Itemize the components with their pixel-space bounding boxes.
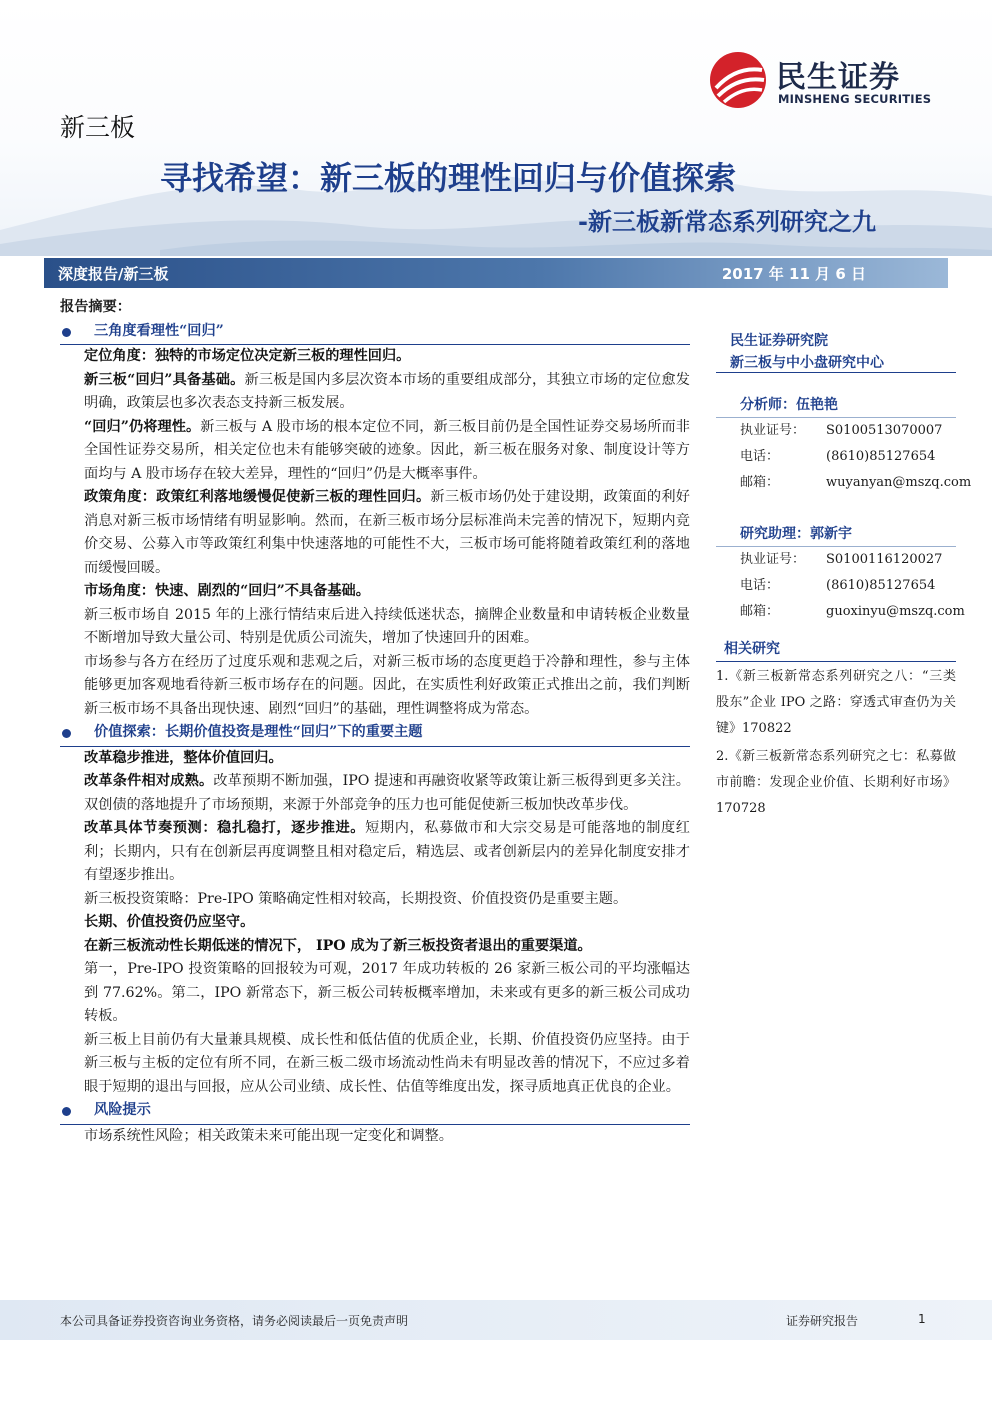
assistant-cert-row: 执业证号： S0100116120027: [740, 552, 943, 567]
institute-box: [716, 322, 956, 373]
related-research-item[interactable]: 1.《新三板新常态系列研究之八：“三类股东”企业 IPO 之路：穿透式审查仍为关键》170822: [716, 669, 956, 736]
header-banner: [0, 0, 992, 256]
institute-name: 民生证券研究院: [730, 333, 828, 349]
report-date: 2017 年 11 月 6 日: [721, 265, 866, 283]
page-footer: [0, 1300, 992, 1340]
brand-name-en: MINSHENG SECURITIES: [778, 92, 932, 106]
paragraph: 新三板“回归”具备基础。新三板是国内多层次资本市场的重要组成部分，其独立市场的定位愈发明确，政策层也多次表态支持新三板发展。: [84, 371, 690, 411]
paragraph: 市场角度：快速、剧烈的“回归”不具备基础。: [84, 583, 370, 599]
analyst-cert-row: 执业证号： S0100513070007: [740, 423, 943, 438]
summary-column: [60, 296, 690, 1148]
paragraph: 改革稳步推进，整体价值回归。: [84, 749, 283, 766]
paragraph: 长期、价值投资仍应坚守。: [84, 914, 255, 930]
section-heading-1: 三角度看理性“回归”: [60, 320, 690, 344]
section-heading-3: 风险提示: [60, 1099, 690, 1123]
related-research-heading: 相关研究: [716, 637, 956, 662]
research-center: 新三板与中小盘研究中心: [730, 355, 884, 371]
analyst-email-row: 邮箱： wuyanyan@mszq.com: [716, 470, 956, 496]
page-subtitle: -新三板新常态系列研究之九: [578, 208, 876, 236]
analyst-name: 分析师：伍艳艳: [716, 393, 956, 418]
footer-report-type: 证券研究报告: [786, 1314, 859, 1328]
report-type: 深度报告/新三板: [58, 265, 169, 283]
page-title: 寻找希望：新三板的理性回归与价值探索: [160, 159, 737, 197]
brand-logo: [706, 48, 936, 112]
paragraph: 定位角度：独特的市场定位决定新三板的理性回归。: [84, 348, 411, 364]
section-heading-2: 价值探索：长期价值投资是理性“回归”下的重要主题: [60, 721, 690, 745]
sidebar: [716, 322, 972, 822]
assistant-card: [716, 522, 965, 625]
report-info-bar: [44, 258, 948, 288]
paragraph: 新三板市场自 2015 年的上涨行情结束后进入持续低迷状态，摘牌企业数量和申请转板企业数量不断增加导致大量公司、特别是优质公司流失，增加了快速回升的困难。: [84, 606, 690, 646]
report-category: 新三板: [60, 113, 136, 142]
summary-label: 报告摘要：: [60, 299, 131, 315]
paragraph: 改革具体节奏预测：稳扎稳打，逐步推进。短期内，私募做市和大宗交易是可能落地的制度红利；长期内，只有在创新层再度调整且相对稳定后，精选层、或者创新层内的差异化制度安排才有望逐步推出。: [84, 820, 690, 883]
related-research-item[interactable]: 2.《新三板新常态系列研究之七：私募做市前瞻：发现企业价值、长期利好市场》170728: [716, 749, 956, 816]
bullet-icon: [62, 328, 71, 337]
paragraph: 第一，Pre-IPO 投资策略的回报较为可观，2017 年成功转板的 26 家新三板公司的平均涨幅达到 77.62%。第二，IPO 新常态下，新三板公司转板概率增加，未来或有更多的新三板公司成功转板。: [84, 961, 690, 1024]
paragraph: 改革条件相对成熟。改革预期不断加强，IPO 提速和再融资收紧等政策让新三板得到更多关注。双创债的落地提升了市场预期，来源于外部竞争的压力也可能促使新三板加快改革步伐。: [84, 773, 690, 813]
paragraph: 市场系统性风险；相关政策未来可能出现一定变化和调整。: [84, 1127, 453, 1144]
paragraph: 在新三板流动性长期低迷的情况下， IPO 成为了新三板投资者退出的重要渠道。: [84, 937, 592, 954]
paragraph: 市场参与各方在经历了过度乐观和悲观之后，对新三板市场的态度更趋于冷静和理性，参与主体能够更加客观地看待新三板市场存在的问题。因此，在实质性利好政策正式推出之前，我们判断新三板市场不具备出现快速、剧烈“回归”的基础，理性调整将成为常态。: [84, 653, 690, 717]
minsheng-logo-icon: [706, 48, 770, 112]
analyst-email-link[interactable]: wuyanyan@mszq.com: [826, 475, 972, 490]
paragraph: 新三板上目前仍有大量兼具规模、成长性和低估值的优质企业，长期、价值投资仍应坚持。由于新三板与主板的定位有所不同，在新三板二级市场流动性尚未有明显改善的情况下，不应过多着眼于短期的退出与回报，应从公司业绩、成长性、估值等维度出发，探寻质地真正优良的企业。: [84, 1031, 690, 1095]
brand-name-cn: 民生证券: [776, 60, 900, 95]
analyst-card: [716, 393, 972, 496]
assistant-email-link[interactable]: guoxinyu@mszq.com: [826, 604, 965, 619]
bullet-icon: [62, 1107, 71, 1116]
assistant-name: 研究助理：郭新宇: [716, 522, 956, 547]
analyst-phone-row: 电话： (8610)85127654: [740, 449, 936, 464]
bullet-icon: [62, 729, 71, 738]
assistant-email-row: 邮箱： guoxinyu@mszq.com: [716, 599, 956, 625]
paragraph: “回归”仍将理性。新三板与 A 股市场的根本定位不同，新三板目前仍是全国性证券交易场所而非全国性证券交易所，相关定位也未有能够突破的迹象。因此，新三板在服务对象、制度设计等方面均与 A 股市场存在较大差异，理性的“回归”仍是大概率事件。: [84, 418, 690, 482]
paragraph: 新三板投资策略：Pre-IPO 策略确定性相对较高，长期投资、价值投资仍是重要主题。: [84, 890, 628, 907]
page-number: 1: [918, 1312, 926, 1326]
paragraph: 政策角度：政策红利落地缓慢促使新三板的理性回归。新三板市场仍处于建设期，政策面的利好消息对新三板市场情绪有明显影响。然而，在新三板市场分层标准尚未完善的情况下，短期内竞价交易、公募入市等政策红利集中快速落地的可能性不大，三板市场可能将随着政策红利的落地而缓慢回暖。: [84, 489, 690, 576]
assistant-phone-row: 电话： (8610)85127654: [740, 578, 936, 593]
footer-disclaimer: 本公司具备证券投资咨询业务资格，请务必阅读最后一页免责声明: [60, 1314, 409, 1328]
